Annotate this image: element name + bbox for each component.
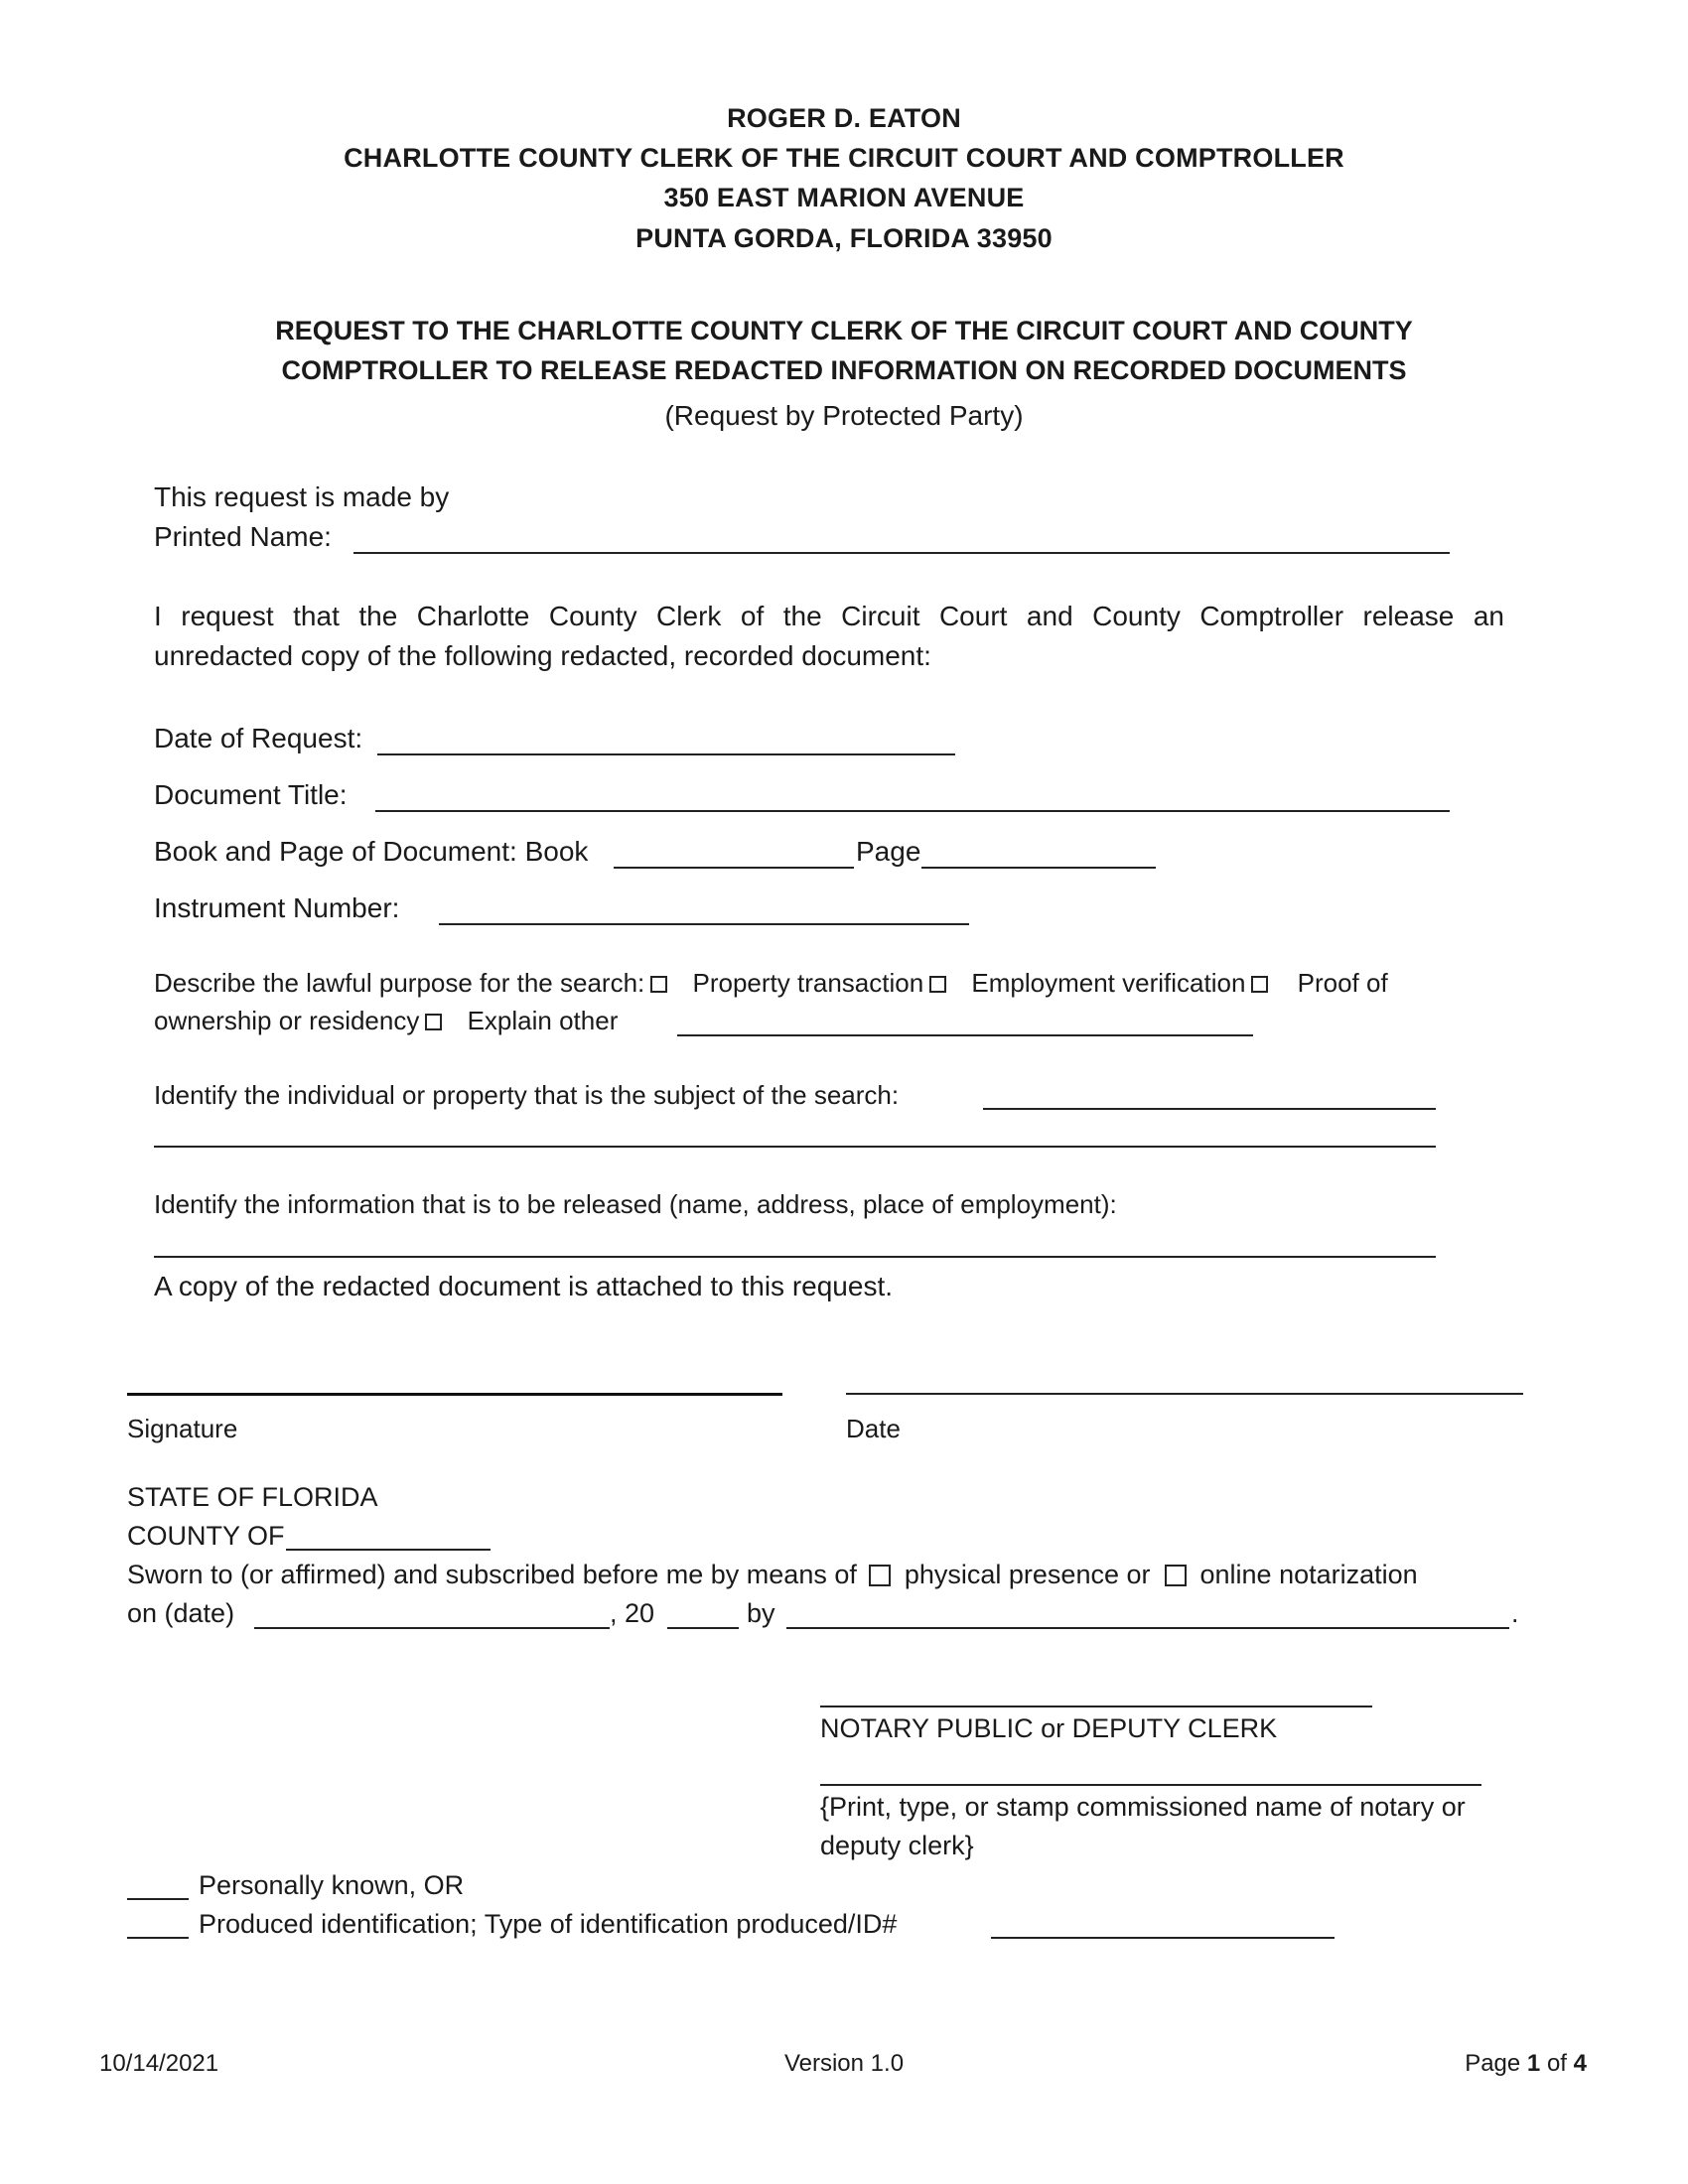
county-field[interactable] [286,1549,491,1551]
page-label: Page [856,836,921,867]
notary-date-field[interactable] [254,1627,610,1629]
notary-print-line1: {Print, type, or stamp commissioned name of notary or [820,1792,1466,1822]
purpose-checkbox-3[interactable] [1251,976,1268,993]
state-of-florida: STATE OF FLORIDA [127,1482,378,1512]
purpose-option-employment: Employment verification [971,968,1246,998]
physical-presence-label: physical presence or [904,1560,1151,1589]
signature-field[interactable] [127,1393,782,1396]
sworn-row [127,1560,1418,1590]
date-of-request-label: Date of Request: [154,723,363,753]
office-street: 350 EAST MARION AVENUE [663,183,1025,212]
request-made-by: This request is made by [154,481,450,512]
footer-page-of: of [1546,2050,1567,2077]
clerk-office: CHARLOTTE COUNTY CLERK OF THE CIRCUIT COURT AND COMPTROLLER [344,143,1344,173]
notary-signature-field[interactable] [820,1706,1372,1707]
sworn-period: . [1511,1598,1519,1628]
attached-note: A copy of the redacted document is attached to this request. [154,1271,894,1301]
id-number-field[interactable] [991,1937,1335,1939]
produced-id-label: Produced identification; Type of identification produced/ID# [199,1909,898,1939]
subject-label: Identify the individual or property that is the subject of the search: [154,1080,900,1110]
notary-printed-name-field[interactable] [820,1784,1481,1786]
book-field[interactable] [614,867,854,869]
office-city: PUNTA GORDA, FLORIDA 33950 [635,223,1053,253]
document-title-field[interactable] [375,810,1450,812]
info-field[interactable] [154,1256,1436,1258]
footer-page [1465,2050,1587,2078]
signature-label: Signature [127,1414,238,1443]
request-statement-line1: I request that the Charlotte County Clerk of the Circuit Court and County Comptroller release an [154,601,1504,631]
explain-other-field[interactable] [677,1034,1253,1036]
purpose-option-proof-part2: ownership or residency [154,1006,420,1035]
footer-version: Version 1.0 [783,2050,905,2077]
personally-known-label: Personally known, OR [199,1870,465,1900]
footer-page-current: 1 [1526,2050,1541,2077]
date-of-request-field[interactable] [377,753,955,755]
physical-presence-checkbox[interactable] [869,1565,891,1586]
county-label: COUNTY OF [127,1521,285,1551]
personally-known-field[interactable] [127,1898,189,1900]
purpose-row1 [154,968,1388,999]
sworn-text: Sworn to (or affirmed) and subscribed before me by means of [127,1560,857,1589]
printed-name-label: Printed Name: [154,521,332,552]
instrument-number-label: Instrument Number: [154,892,400,923]
printed-name-field[interactable] [353,552,1450,554]
purpose-checkbox-4[interactable] [425,1014,442,1030]
purpose-option-property: Property transaction [692,968,924,998]
purpose-option-other: Explain other [467,1006,619,1035]
footer-date: 10/14/2021 [99,2050,219,2077]
request-statement-line2: unredacted copy of the following redacted, recorded document: [154,640,931,671]
purpose-checkbox-2[interactable] [929,976,946,993]
sworn-by-field[interactable] [786,1627,1509,1629]
produced-id-field[interactable] [127,1937,189,1939]
purpose-checkbox-1[interactable] [650,976,667,993]
signature-date-field[interactable] [846,1393,1523,1395]
form-title-line1: REQUEST TO THE CHARLOTTE COUNTY CLERK OF THE CIRCUIT COURT AND COUNTY [275,316,1413,345]
notary-year-field[interactable] [667,1627,739,1629]
notary-print-line2: deputy clerk} [820,1831,974,1860]
purpose-row2 [154,1006,618,1036]
by-label: by [747,1598,775,1628]
form-title-line2: COMPTROLLER TO RELEASE REDACTED INFORMATION ON RECORDED DOCUMENTS [281,355,1407,385]
notary-public-label: NOTARY PUBLIC or DEPUTY CLERK [820,1713,1278,1743]
clerk-name: ROGER D. EATON [727,103,961,133]
book-label: Book and Page of Document: Book [154,836,589,867]
purpose-option-proof-part1: Proof of [1297,968,1388,998]
form-subtitle: (Request by Protected Party) [664,400,1024,431]
info-label: Identify the information that is to be released (name, address, place of employment): [154,1189,1117,1219]
subject-field-2[interactable] [154,1146,1436,1148]
page-field[interactable] [921,867,1156,869]
online-notarization-checkbox[interactable] [1165,1565,1187,1586]
document-title-label: Document Title: [154,779,348,810]
signature-date-label: Date [846,1414,901,1443]
instrument-number-field[interactable] [439,923,969,925]
footer-page-total: 4 [1573,2050,1587,2077]
purpose-label: Describe the lawful purpose for the search: [154,968,645,998]
subject-field-1[interactable] [983,1108,1436,1110]
year-prefix: , 20 [610,1598,655,1628]
online-notarization-label: online notarization [1199,1560,1418,1589]
on-date-label: on (date) [127,1598,235,1628]
footer-page-prefix: Page [1465,2050,1521,2077]
